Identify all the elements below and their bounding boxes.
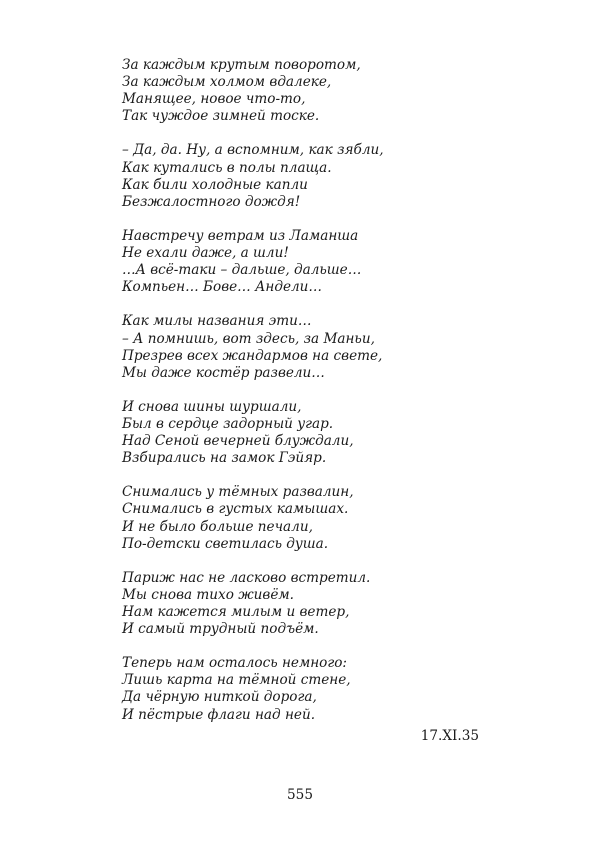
stanza [122, 313, 502, 381]
poem-line: – Да, да. Ну, а вспомним, как зябли, [122, 142, 384, 159]
stanza [122, 228, 502, 296]
poem-line: Так чуждое зимней тоске. [122, 108, 320, 125]
poem-text [122, 57, 502, 724]
poem-line: – А помнишь, вот здесь, за Маньи, [122, 330, 375, 347]
poem-line: Компьен… Бове… Андели… [122, 279, 323, 296]
stanza [122, 655, 502, 723]
poem-line: Как милы названия эти… [122, 313, 312, 330]
poem-line: Да чёрную ниткой дорога, [122, 689, 317, 706]
stanza [122, 570, 502, 638]
poem-line: Как били холодные капли [122, 176, 308, 193]
stanza [122, 399, 502, 467]
poem-line: Мы снова тихо живём. [122, 586, 294, 603]
poem-line: По-детски светилась душа. [122, 535, 329, 552]
poem-line: Лишь карта на тёмной стене, [122, 672, 351, 689]
poem-line: Безжалостного дождя! [122, 193, 301, 210]
poem-line: Как кутались в полы плаща. [122, 159, 332, 176]
poem-line: Снимались у тёмных развалин, [122, 484, 354, 501]
poem-line: И пёстрые флаги над ней. [122, 706, 316, 723]
poem-date: 17.XI.35 [420, 728, 479, 744]
poem-line: И снова шины шуршали, [122, 398, 302, 415]
poem-line: Нам кажется милым и ветер, [122, 604, 350, 620]
poem-line: Мы даже костёр развели… [122, 364, 325, 381]
poem-line: Не ехали даже, а шли! [122, 245, 289, 262]
stanza [122, 142, 502, 210]
poem-line: И не было больше печали, [122, 518, 313, 535]
poem-line: …А всё-таки – дальше, дальше… [122, 262, 362, 279]
poem-line: Презрев всех жандармов на свете, [122, 347, 383, 364]
poem-line: Париж нас не ласково встретил. [122, 569, 371, 586]
poem-line: Теперь нам осталось немного: [122, 655, 347, 672]
poem-line: Навстречу ветрам из Ламанша [122, 227, 359, 244]
stanza [122, 57, 502, 125]
poem-line: Снимались в густых камышах. [122, 501, 349, 518]
poem-line: Манящее, новое что-то, [122, 91, 306, 108]
stanza [122, 484, 502, 552]
poem-line: Был в сердце задорный угар. [122, 415, 334, 432]
poem-line: Взбирались на замок Гэйяр. [122, 450, 327, 467]
poem-line: За каждым холмом вдалеке, [122, 74, 332, 91]
poem-line: И самый трудный подъём. [122, 621, 319, 638]
poem-line: За каждым крутым поворотом, [122, 57, 361, 73]
poem-line: Над Сеной вечерней блуждали, [122, 433, 354, 450]
page-number: 555 [287, 787, 313, 803]
